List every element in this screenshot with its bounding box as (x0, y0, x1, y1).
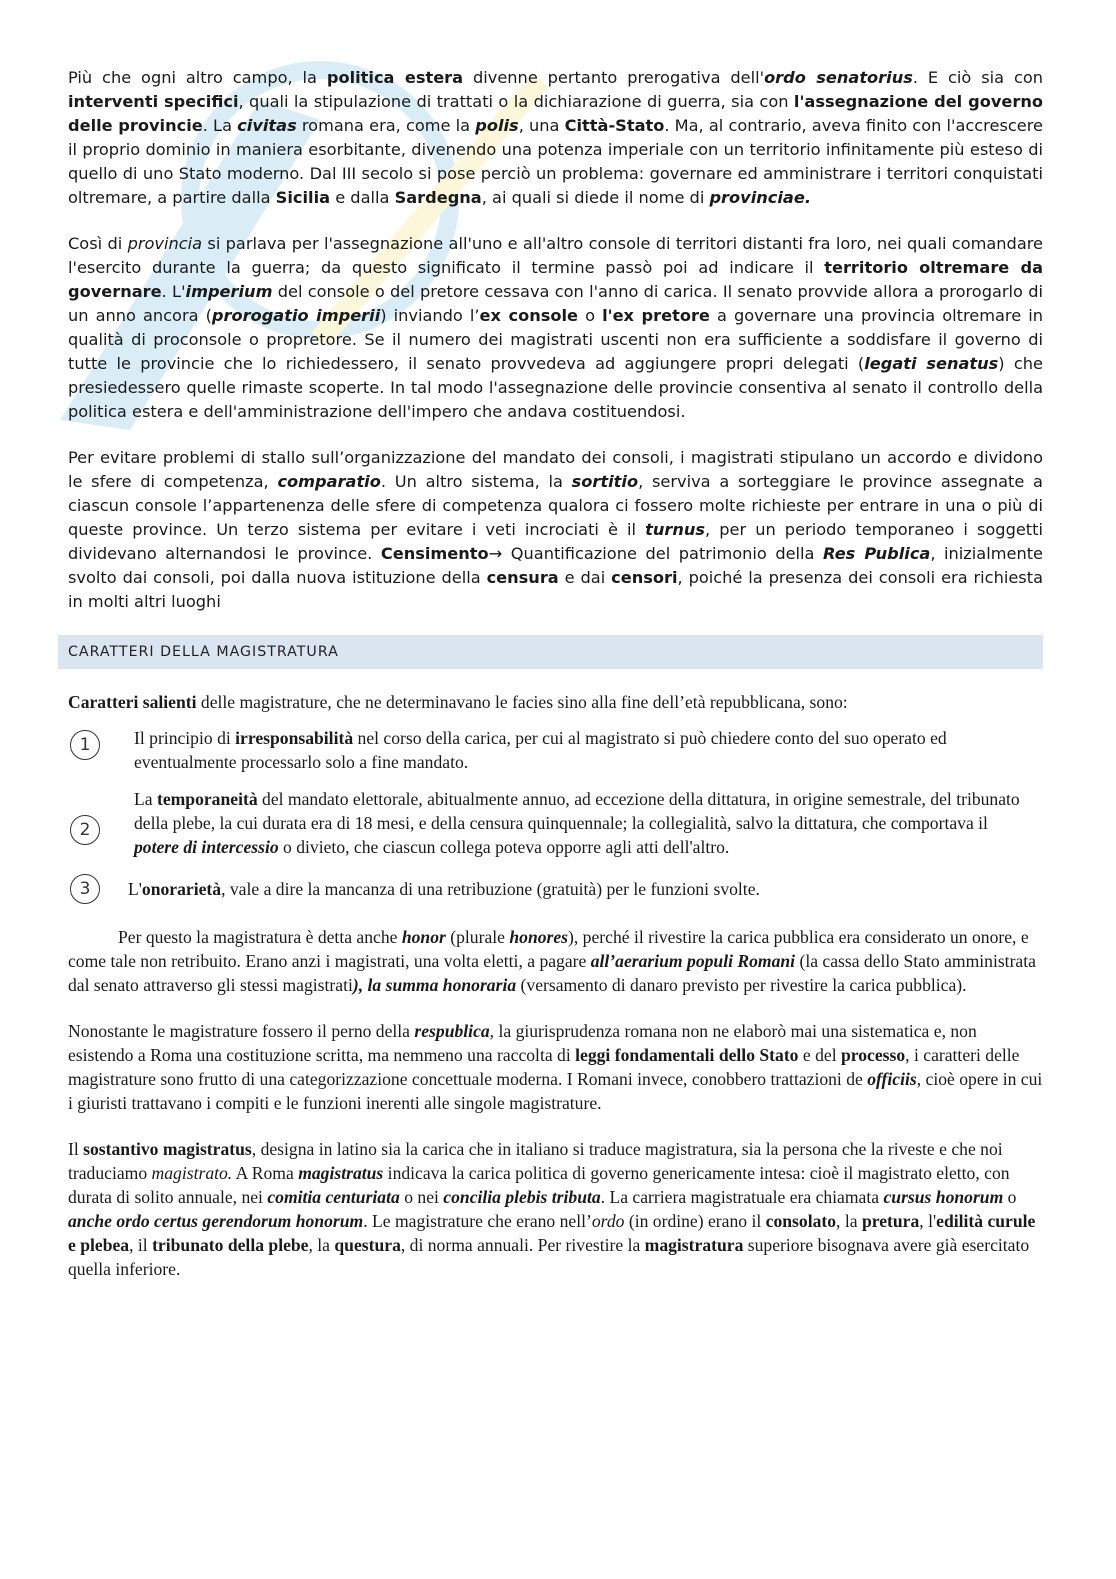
emphasis-text: ordo (591, 1211, 625, 1231)
emphasis-text: respublica (414, 1021, 490, 1041)
text-run: si parlava per l'assegnazione all'uno e all'altro console di territori distanti fra loro, nei quali comandare l'esercito durante la guerra; da questo significato il termine passò poi ad indicare il (68, 234, 1043, 277)
text-run: → Quantificazione del patrimonio della (488, 544, 824, 563)
emphasis-text: magistratura (644, 1235, 744, 1255)
text-run: . Un altro sistema, la (380, 472, 572, 491)
text-run: Per questo la magistratura è detta anche (118, 927, 402, 947)
emphasis-text: processo (840, 1045, 906, 1065)
emphasis-text: consolato (765, 1211, 837, 1231)
paragraph-2 (68, 232, 1043, 424)
text-run: Il (68, 1139, 84, 1159)
text-run: . L' (161, 282, 186, 301)
list-item (68, 874, 1043, 904)
list-item-text (134, 726, 1034, 774)
text-run: , designa in latino sia la carica che in italiano si traduce magistratura, sia la persona che la riveste e che noi traduciamo (68, 1139, 1003, 1183)
text-run: , una (518, 116, 565, 135)
text-run: , di norma annuali. Per rivestire la (400, 1235, 645, 1255)
emphasis-text: prorogatio imperii (211, 306, 381, 325)
emphasis-text: sortitio (571, 472, 639, 491)
number-circle-icon: 3 (70, 874, 100, 904)
emphasis-text: comparatio (277, 472, 381, 491)
intro-paragraph (68, 690, 1043, 714)
emphasis-text: officiis (867, 1069, 917, 1089)
text-run: , per un periodo temporaneo i soggetti dividevano alternandosi le province. (68, 520, 1043, 563)
text-run: e dalla (330, 188, 395, 207)
text-run: nel corso della carica, per cui al magistrato si può chiedere conto del suo operato ed eventualmente processarlo solo a fine mandato. (134, 728, 947, 772)
text-run: Nonostante le magistrature fossero il perno della (68, 1021, 415, 1041)
list-item-text (134, 787, 1034, 859)
text-run: ) che presiedessero quelle rimaste scoperte. In tal modo l'assegnazione delle provincie consentiva al senato il controllo della politica estera e dell'amministrazione dell'impero che andava costituendosi. (68, 354, 1043, 421)
text-run: , poiché la presenza dei consoli era richiesta in molti altri luoghi (68, 568, 1043, 611)
emphasis-text: edilità curule e plebea (68, 1211, 1036, 1255)
text-run: Così di (68, 234, 128, 253)
emphasis-text: turnus (645, 520, 706, 539)
emphasis-text: questura (334, 1235, 401, 1255)
text-run: a governare una provincia oltremare in qualità di proconsole o propretore. Se il numero dei magistrati uscenti non era sufficiente a soddisfare il governo di tutte le provincie che lo richiedessero, il senato provvedeva ad aggiungere propri delegati ( (68, 306, 1043, 373)
emphasis-text: Città-Stato (564, 116, 665, 135)
emphasis-text: Sicilia (275, 188, 331, 207)
text-run: ) inviando l’ (380, 306, 480, 325)
section-heading: CARATTERI DELLA MAGISTRATURA (58, 635, 1043, 669)
emphasis-text: interventi specifici (68, 92, 239, 111)
emphasis-text: censura (486, 568, 559, 587)
number-circle-icon: 1 (70, 730, 100, 760)
text-run: . Ma, al contrario, aveva finito con l'accrescere il proprio dominio in maniera esorbitante, divenendo una potenza imperiale con un territorio infinitamente più esteso di quello di uno Stato moderno. Dal III secolo si pose perciò un problema: governare ed amministrare i territori conquistati oltremare, a partire dalla (68, 116, 1043, 207)
emphasis-text: onorarietà (141, 879, 222, 899)
emphasis-text: legati senatus (864, 354, 999, 373)
emphasis-text: concilia plebis tributa (443, 1187, 601, 1207)
emphasis-text: magistrato. (151, 1163, 233, 1183)
emphasis-text: imperium (185, 282, 273, 301)
emphasis-text: temporaneità (156, 789, 258, 809)
emphasis-text: politica estera (326, 68, 464, 87)
text-run: , quali la stipulazione di trattati o la dichiarazione di guerra, sia con (238, 92, 794, 111)
emphasis-text: pretura (861, 1211, 920, 1231)
emphasis-text: l'assegnazione del governo delle provincie (68, 92, 1043, 135)
text-run: , inizialmente svolto dai consoli, poi dalla nuova istituzione della (68, 544, 1044, 587)
emphasis-text: Sardegna (394, 188, 482, 207)
text-run: (plurale (445, 927, 510, 947)
text-run: La (134, 789, 157, 809)
list-item (68, 787, 1043, 859)
text-run: o (578, 306, 603, 325)
emphasis-text: potere di intercessio (134, 837, 279, 857)
text-run: , il (129, 1235, 153, 1255)
text-run: indicava la carica politica di governo genericamente intesa: cioè il magistrato eletto, con durata di solito annuale, nei (68, 1163, 1010, 1207)
emphasis-text: provinciae. (709, 188, 811, 207)
text-run: superiore bisognava avere già esercitato quella inferiore. (68, 1235, 1030, 1279)
emphasis-text: magistratus (298, 1163, 384, 1183)
emphasis-text: honor (401, 927, 446, 947)
number-circle-icon: 2 (70, 815, 100, 845)
text-run: Per evitare problemi di stallo sull’organizzazione del mandato dei consoli, i magistrati stipulano un accordo e dividono le sfere di competenza, (68, 448, 1043, 491)
text-run: . La (202, 116, 238, 135)
text-run: delle magistrature, che ne determinavano le facies sino alla fine dell’età repubblicana, sono: (196, 692, 848, 712)
text-run: e dai (558, 568, 612, 587)
text-run: , cioè opere in cui i giuristi trattavano i compiti e le funzioni inerenti alle singole magistrature. (68, 1069, 1043, 1113)
emphasis-text: irresponsabilità (235, 728, 354, 748)
text-run: A Roma (232, 1163, 299, 1183)
emphasis-text: censori (611, 568, 678, 587)
document-page (68, 66, 1043, 1281)
text-run: , la (308, 1235, 335, 1255)
text-run: . E ciò sia con (912, 68, 1044, 87)
emphasis-text: anche ordo certus gerendorum honorum (68, 1211, 364, 1231)
text-run: o (1003, 1187, 1017, 1207)
list-item (68, 726, 1043, 774)
text-run: (versamento di danaro previsto per rivestire la carica pubblica). (516, 975, 967, 995)
text-run: o divieto, che ciascun collega poteva opporre agli atti dell'altro. (278, 837, 730, 857)
emphasis-text: sostantivo magistratus (83, 1139, 252, 1159)
emphasis-text: territorio oltremare da governare (68, 258, 1043, 301)
emphasis-text: Caratteri salienti (68, 692, 197, 712)
emphasis-text: ex console (479, 306, 579, 325)
emphasis-text: ), la summa honoraria (352, 975, 517, 995)
emphasis-text: provincia (127, 234, 203, 253)
emphasis-text: l'ex pretore (602, 306, 710, 325)
text-run: (la cassa dello Stato amministrata dal senato attraverso gli stessi magistrati (68, 951, 1036, 995)
text-run: Più che ogni altro campo, la (68, 68, 327, 87)
text-run: , la (836, 1211, 862, 1231)
emphasis-text: tribunato della plebe (152, 1235, 309, 1255)
text-run: del console o del pretore cessava con l'anno di carica. Il senato provvide allora a prorogarlo di un anno ancora ( (68, 282, 1043, 325)
paragraph-1 (68, 66, 1043, 210)
text-run: , vale a dire la mancanza di una retribuzione (gratuità) per le funzioni svolte. (221, 879, 760, 899)
text-run: , i caratteri delle magistrature sono frutto di una categorizzazione concettuale moderna. I Romani invece, conobbero trattazioni de (68, 1045, 1020, 1089)
emphasis-text: polis (475, 116, 519, 135)
text-run: . Le magistrature che erano nell’ (363, 1211, 592, 1231)
text-run: Il principio di (134, 728, 236, 748)
text-run: ), perché il rivestire la carica pubblica era considerato un onore, e come tale non retribuito. Erano anzi i magistrati, una volta eletti, a pagare (68, 927, 1029, 971)
paragraph-4 (68, 925, 1043, 997)
emphasis-text: comitia centuriata (267, 1187, 400, 1207)
emphasis-text: cursus honorum (883, 1187, 1004, 1207)
list-item-text (128, 877, 760, 901)
text-run: divenne pertanto prerogativa dell' (463, 68, 765, 87)
text-run: del mandato elettorale, abitualmente annuo, ad eccezione della dittatura, in origine semestrale, del tribunato della plebe, la cui durata era di 18 mesi, e della censura quinquennale; la collegialità, salvo la dittatura, che comportava il (134, 789, 1020, 833)
text-run: (in ordine) erano il (624, 1211, 766, 1231)
text-run: . La carriera magistratuale era chiamata (600, 1187, 884, 1207)
emphasis-text: ordo senatorius (764, 68, 913, 87)
text-run: , la giurisprudenza romana non ne elaborò mai una sistematica e, non esistendo a Roma una costituzione scritta, ma nemmeno una raccolta di (68, 1021, 977, 1065)
text-run: romana era, come la (296, 116, 476, 135)
text-run: o nei (399, 1187, 444, 1207)
emphasis-text: honores (509, 927, 569, 947)
emphasis-text: all’aerarium populi Romani (590, 951, 796, 971)
text-run: , l' (919, 1211, 937, 1231)
emphasis-text: Censimento (380, 544, 489, 563)
emphasis-text: leggi fondamentali dello Stato (575, 1045, 799, 1065)
emphasis-text: Res Publica (823, 544, 931, 563)
text-run: L' (128, 879, 142, 899)
text-run: e del (798, 1045, 841, 1065)
paragraph-5 (68, 1019, 1043, 1115)
paragraph-6 (68, 1137, 1043, 1281)
paragraph-3 (68, 446, 1043, 614)
text-run: , serviva a sorteggiare le province assegnate a ciascun console l’appartenenza delle sfere di competenza qualora ci fossero molte richieste per entrare in una o più di queste province. Un terzo sistema per evitare i veti incrociati è il (68, 472, 1043, 539)
emphasis-text: civitas (237, 116, 297, 135)
text-run: , ai quali si diede il nome di (481, 188, 710, 207)
